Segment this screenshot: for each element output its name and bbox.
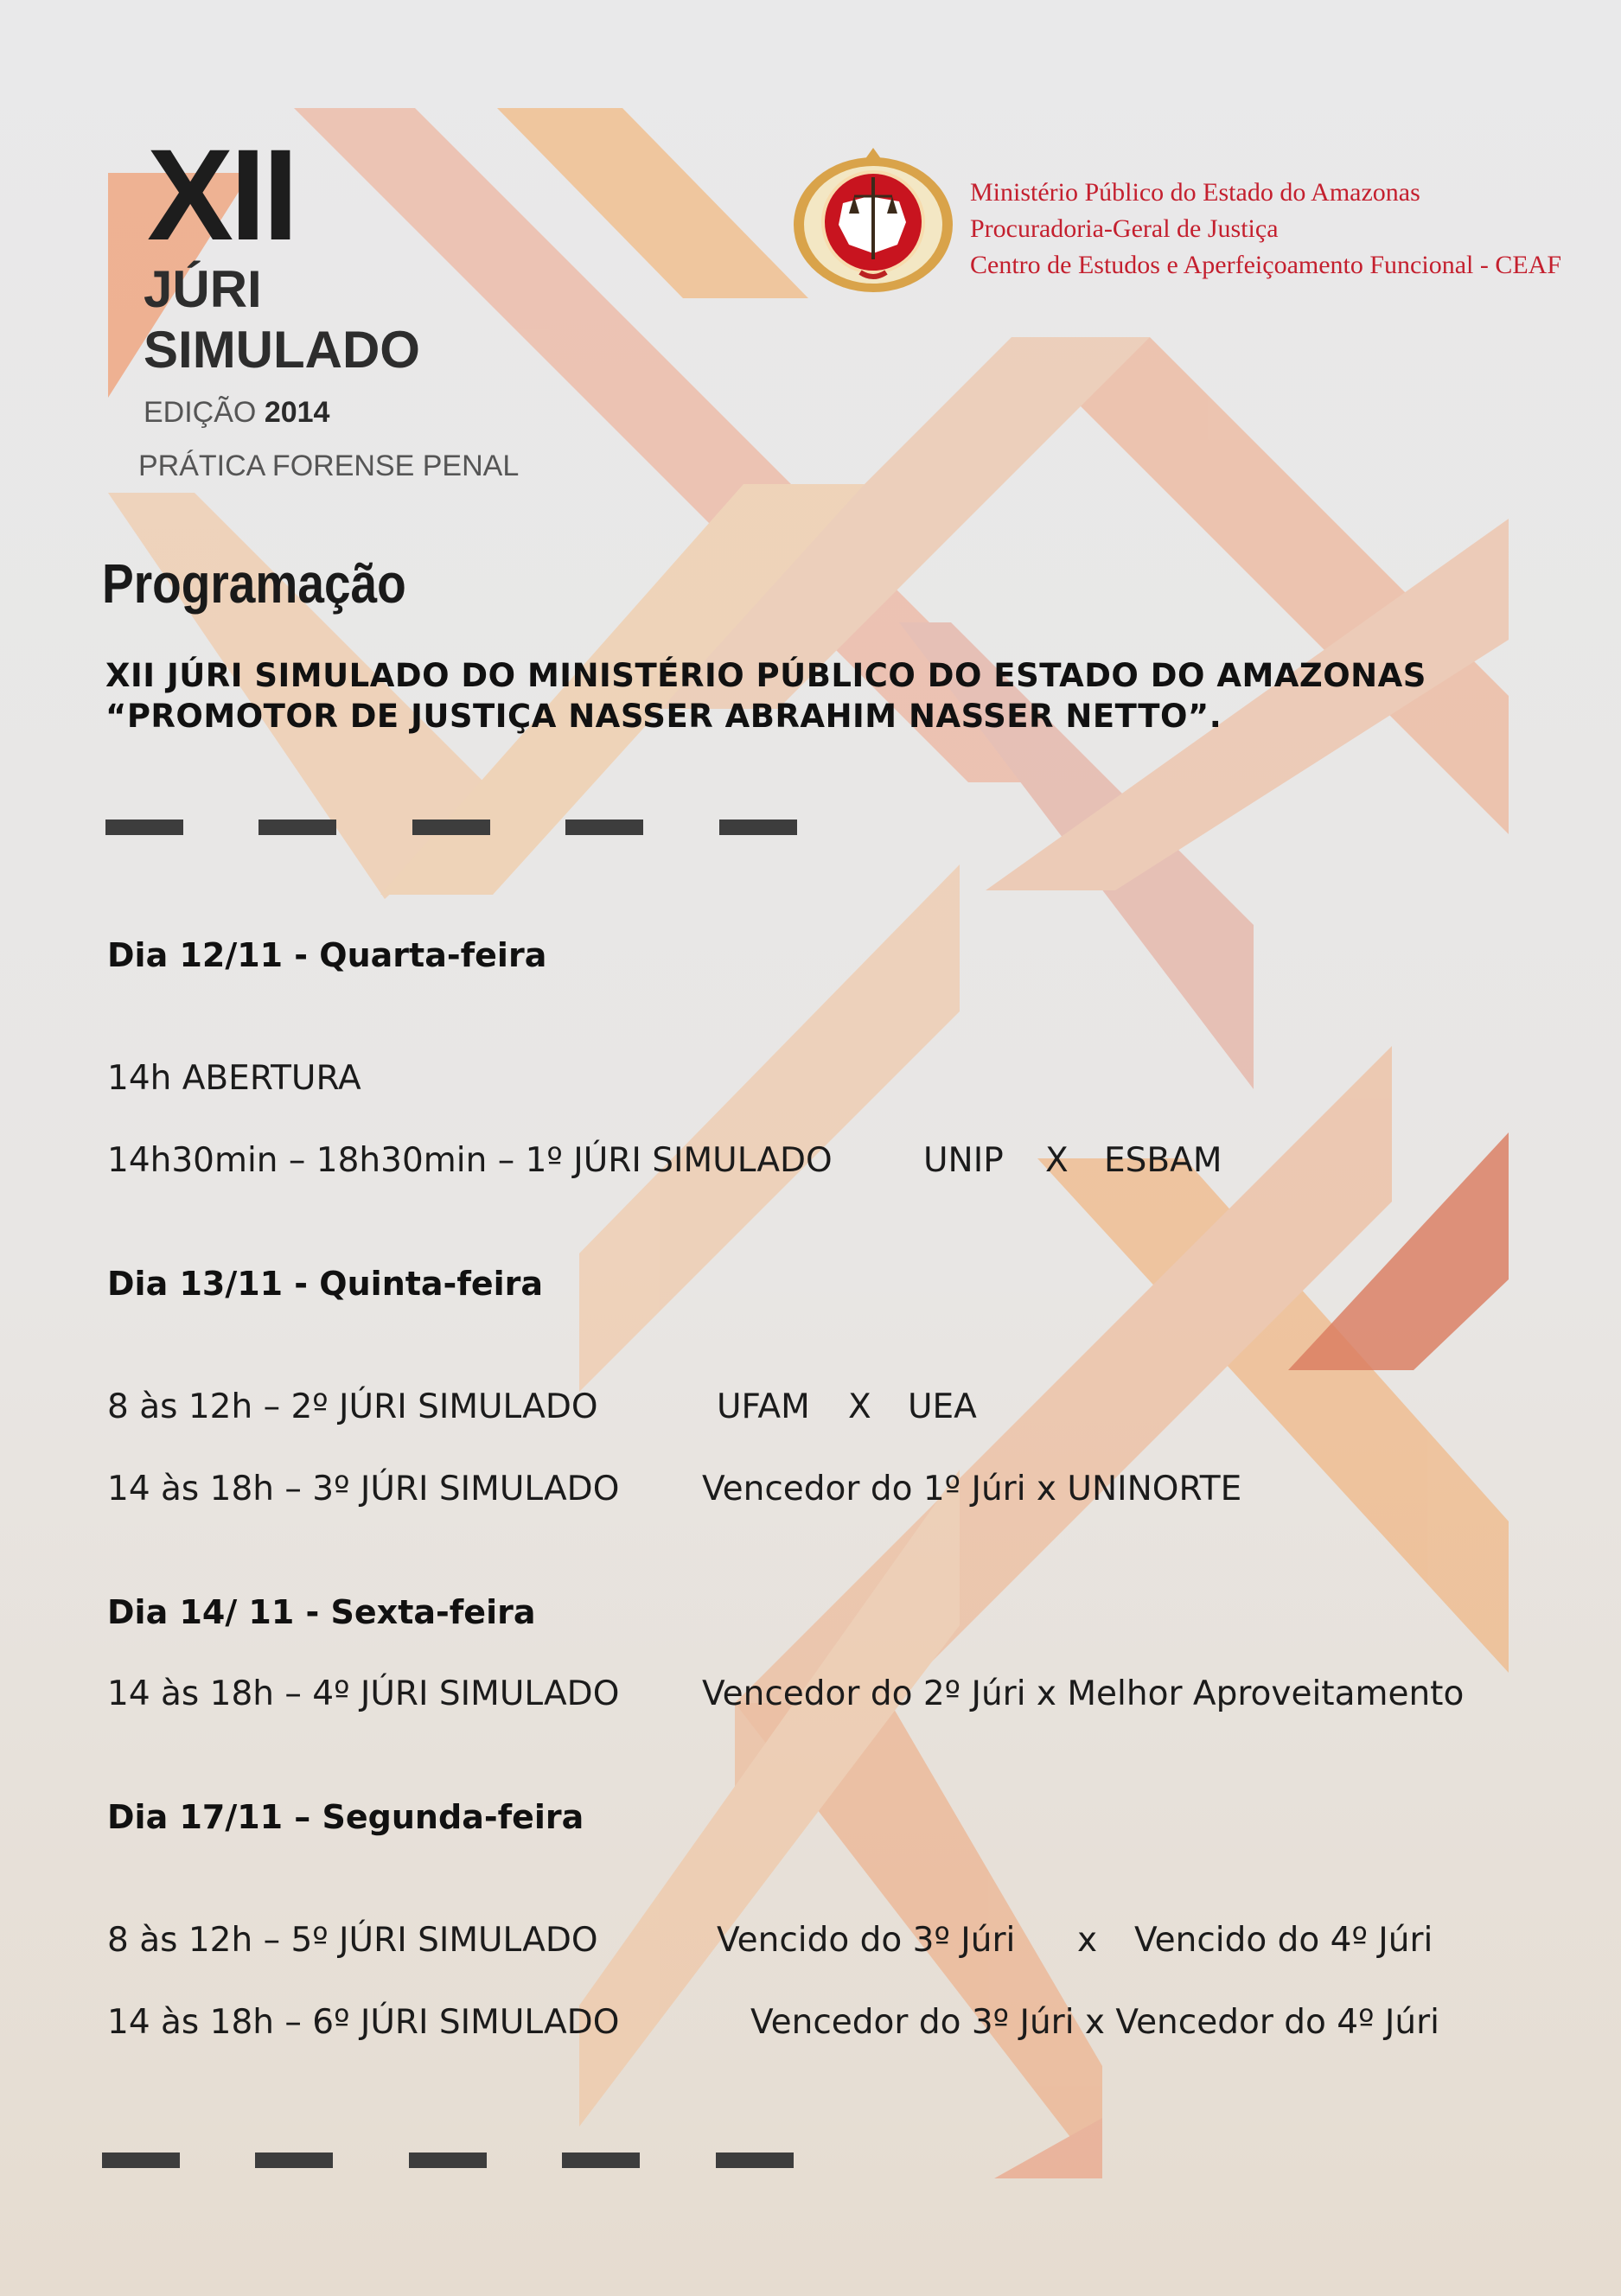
seal-icon: [787, 143, 960, 303]
practice-label: PRÁTICA FORENSE PENAL: [138, 450, 520, 482]
matchup: Vencedor do 2º Júri x Melhor Aproveitamento: [702, 1674, 1465, 1713]
schedule-item: [107, 1141, 1490, 1184]
dash: [565, 820, 643, 835]
edition-year: 2014: [264, 396, 330, 429]
schedule-time: 14h ABERTURA: [107, 1059, 361, 1098]
dash: [409, 2152, 487, 2168]
day-heading: Dia 14/ 11 - Sexta-feira: [107, 1593, 536, 1631]
versus: X: [1045, 1141, 1069, 1180]
divider-dashes-top: [105, 820, 823, 835]
day-heading: Dia 12/11 - Quarta-feira: [107, 936, 547, 974]
schedule-item: [107, 1674, 1534, 1718]
schedule-time: 14 às 18h – 4º JÚRI SIMULADO: [107, 1674, 620, 1713]
day-heading: Dia 13/11 - Quinta-feira: [107, 1265, 544, 1303]
schedule-time: 8 às 12h – 2º JÚRI SIMULADO: [107, 1387, 598, 1426]
schedule-time: 14 às 18h – 6º JÚRI SIMULADO: [107, 2003, 620, 2042]
team-a: Vencido do 3º Júri: [717, 1921, 1016, 1960]
schedule-time: 14h30min – 18h30min – 1º JÚRI SIMULADO: [107, 1141, 833, 1180]
dash: [105, 820, 183, 835]
schedule-time: 8 às 12h – 5º JÚRI SIMULADO: [107, 1921, 598, 1960]
team-b: Vencido do 4º Júri: [1134, 1921, 1433, 1960]
divider-dashes-bottom: [102, 2152, 820, 2168]
dash: [255, 2152, 333, 2168]
headline: [105, 655, 1426, 737]
edition-label: EDIÇÃO: [144, 396, 257, 429]
dash: [716, 2152, 794, 2168]
dash: [412, 820, 490, 835]
team-a: UFAM: [717, 1387, 810, 1426]
edition: [144, 396, 329, 430]
team-a: UNIP: [923, 1141, 1004, 1180]
brand-title: XII: [147, 122, 296, 267]
brand-subtitle-line2: SIMULADO: [144, 321, 420, 379]
section-title: Programação: [102, 552, 406, 615]
schedule-item: [107, 1387, 1490, 1431]
dash: [562, 2152, 640, 2168]
organization-block: [970, 175, 1561, 284]
matchup: Vencedor do 3º Júri x Vencedor do 4º Júri: [750, 2003, 1439, 2042]
versus: X: [848, 1387, 871, 1426]
dash: [258, 820, 336, 835]
headline-line-2: “PROMOTOR DE JUSTIÇA NASSER ABRAHIM NASSER NETTO”.: [105, 698, 1222, 735]
schedule-item: [107, 1470, 1490, 1513]
brand-subtitle-line1: JÚRI: [144, 260, 262, 318]
schedule-time: 14 às 18h – 3º JÚRI SIMULADO: [107, 1470, 620, 1508]
org-line-3: Centro de Estudos e Aperfeiçoamento Funcional - CEAF: [970, 251, 1562, 279]
dash: [719, 820, 797, 835]
versus: x: [1077, 1921, 1098, 1960]
schedule-item: [107, 2003, 1534, 2046]
day-heading: Dia 17/11 – Segunda-feira: [107, 1798, 584, 1836]
org-line-1: Ministério Público do Estado do Amazonas: [970, 178, 1420, 207]
ribbon: [994, 2118, 1102, 2178]
ribbon: [579, 864, 960, 1392]
schedule-item: [107, 1921, 1534, 1964]
org-line-2: Procuradoria-Geral de Justiça: [970, 214, 1279, 243]
headline-line-1: XII JÚRI SIMULADO DO MINISTÉRIO PÚBLICO DO ESTADO DO AMAZONAS: [105, 657, 1426, 694]
dash: [102, 2152, 180, 2168]
team-b: ESBAM: [1104, 1141, 1222, 1180]
matchup: Vencedor do 1º Júri x UNINORTE: [702, 1470, 1242, 1508]
team-b: UEA: [908, 1387, 977, 1426]
